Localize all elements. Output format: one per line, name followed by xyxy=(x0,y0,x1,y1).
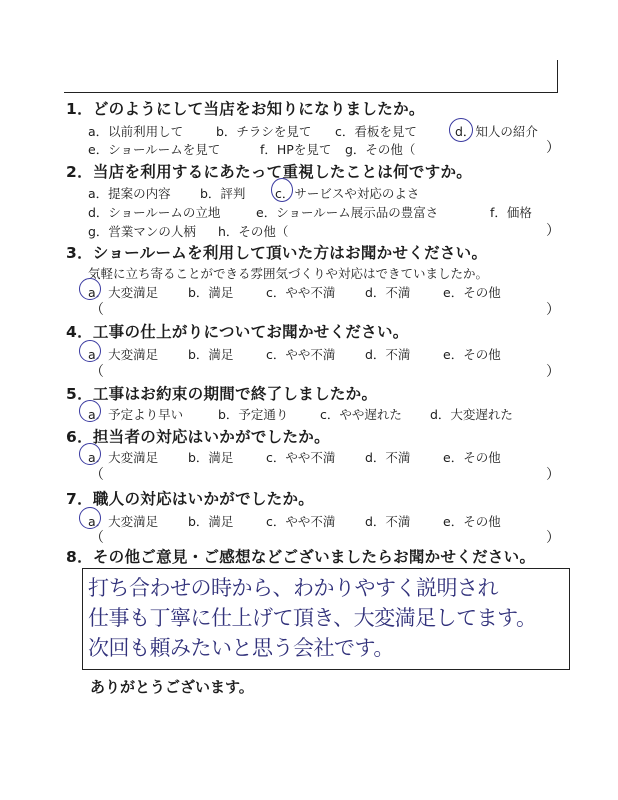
handwritten-comment-line-3: 次回も頼みたいと思う会社です。 xyxy=(88,636,394,660)
q5-option-d: d．大変遅れた xyxy=(430,407,513,422)
q3-title: 3．ショールームを利用して頂いた方はお聞かせください。 xyxy=(66,244,488,262)
q6-option-a: a．大変満足 xyxy=(88,450,159,465)
q2-title: 2．当店を利用するにあたって重視したことは何ですか。 xyxy=(66,163,473,181)
q3-paren-close: ） xyxy=(546,302,560,318)
q2-option-d: d．ショールームの立地 xyxy=(88,205,221,220)
closing-text: ありがとうございます。 xyxy=(90,678,254,696)
q6-selection-circle xyxy=(79,443,101,465)
q2-option-c: c．サービスや対応のよさ xyxy=(275,186,420,201)
q7-option-a: a．大変満足 xyxy=(88,514,159,529)
q7-option-d: d．不満 xyxy=(365,514,411,529)
q7-selection-circle xyxy=(79,507,101,529)
q4-option-d: d．不満 xyxy=(365,347,411,362)
q5-option-a: a．予定より早い xyxy=(88,407,184,422)
paper-edge-top xyxy=(64,92,558,93)
q4-option-c: c．やや不満 xyxy=(266,347,336,362)
q2-option-a: a．提案の内容 xyxy=(88,186,171,201)
q1-selection-circle xyxy=(449,118,473,142)
q1-paren-close: ） xyxy=(546,140,560,156)
q4-paren-open: （ xyxy=(90,364,104,380)
q3-option-a: a．大変満足 xyxy=(88,285,159,300)
paper-edge-right xyxy=(557,60,558,93)
q6-option-e: e．その他 xyxy=(443,450,501,465)
q7-title: 7．職人の対応はいかがでしたか。 xyxy=(66,490,315,508)
q6-title: 6．担当者の対応はいかがでしたか。 xyxy=(66,428,330,446)
q1-title: 1．どのようにして当店をお知りになりましたか。 xyxy=(66,100,425,118)
q1-option-c: c．看板を見て xyxy=(335,124,417,139)
q3-option-b: b．満足 xyxy=(188,285,234,300)
q6-option-d: d．不満 xyxy=(365,450,411,465)
q4-paren-close: ） xyxy=(546,364,560,380)
q1-option-e: e．ショールームを見て xyxy=(88,142,221,157)
q3-paren-open: （ xyxy=(90,302,104,318)
q7-option-c: c．やや不満 xyxy=(266,514,336,529)
q1-option-b: b．チラシを見て xyxy=(216,124,312,139)
q3-option-d: d．不満 xyxy=(365,285,411,300)
q5-title: 5．工事はお約束の期間で終了しましたか。 xyxy=(66,385,378,403)
q3-selection-circle xyxy=(79,278,101,300)
q8-title: 8．その他ご意見・ご感想などございましたらお聞かせください。 xyxy=(66,548,536,566)
q1-option-d: d．知人の紹介 xyxy=(455,124,538,139)
q7-paren-close: ） xyxy=(546,530,560,546)
handwritten-comment-line-2: 仕事も丁寧に仕上げて頂き、大変満足してます。 xyxy=(88,606,537,630)
q1-option-f: f．HPを見て xyxy=(260,142,332,157)
q2-selection-circle xyxy=(271,178,293,202)
q2-option-g: g．営業マンの人柄 xyxy=(88,224,196,239)
q1-option-g: g．その他（ xyxy=(345,142,416,157)
q7-paren-open: （ xyxy=(90,530,104,546)
q6-paren-open: （ xyxy=(90,467,104,483)
q6-option-c: c．やや不満 xyxy=(266,450,336,465)
q4-option-a: a．大変満足 xyxy=(88,347,159,362)
q1-option-a: a．以前利用して xyxy=(88,124,184,139)
q4-selection-circle xyxy=(79,340,101,362)
q2-option-b: b．評判 xyxy=(200,186,246,201)
q2-option-f: f．価格 xyxy=(490,205,532,220)
q3-option-e: e．その他 xyxy=(443,285,501,300)
q4-option-e: e．その他 xyxy=(443,347,501,362)
q4-option-b: b．満足 xyxy=(188,347,234,362)
q3-option-c: c．やや不満 xyxy=(266,285,336,300)
q3-subtitle: 気軽に立ち寄ることができる雰囲気づくりや対応はできていましたか。 xyxy=(88,266,489,281)
q6-option-b: b．満足 xyxy=(188,450,234,465)
q7-option-e: e．その他 xyxy=(443,514,501,529)
q2-option-e: e．ショールーム展示品の豊富さ xyxy=(256,205,439,220)
q5-option-c: c．やや遅れた xyxy=(320,407,402,422)
q5-option-b: b．予定通り xyxy=(218,407,289,422)
handwritten-comment-line-1: 打ち合わせの時から、わかりやすく説明され xyxy=(88,576,498,600)
q2-option-h: h．その他（ xyxy=(218,224,289,239)
q7-option-b: b．満足 xyxy=(188,514,234,529)
q2-paren-close: ） xyxy=(546,223,560,239)
q5-selection-circle xyxy=(79,400,101,422)
q4-title: 4．工事の仕上がりについてお聞かせください。 xyxy=(66,323,409,341)
q6-paren-close: ） xyxy=(546,467,560,483)
